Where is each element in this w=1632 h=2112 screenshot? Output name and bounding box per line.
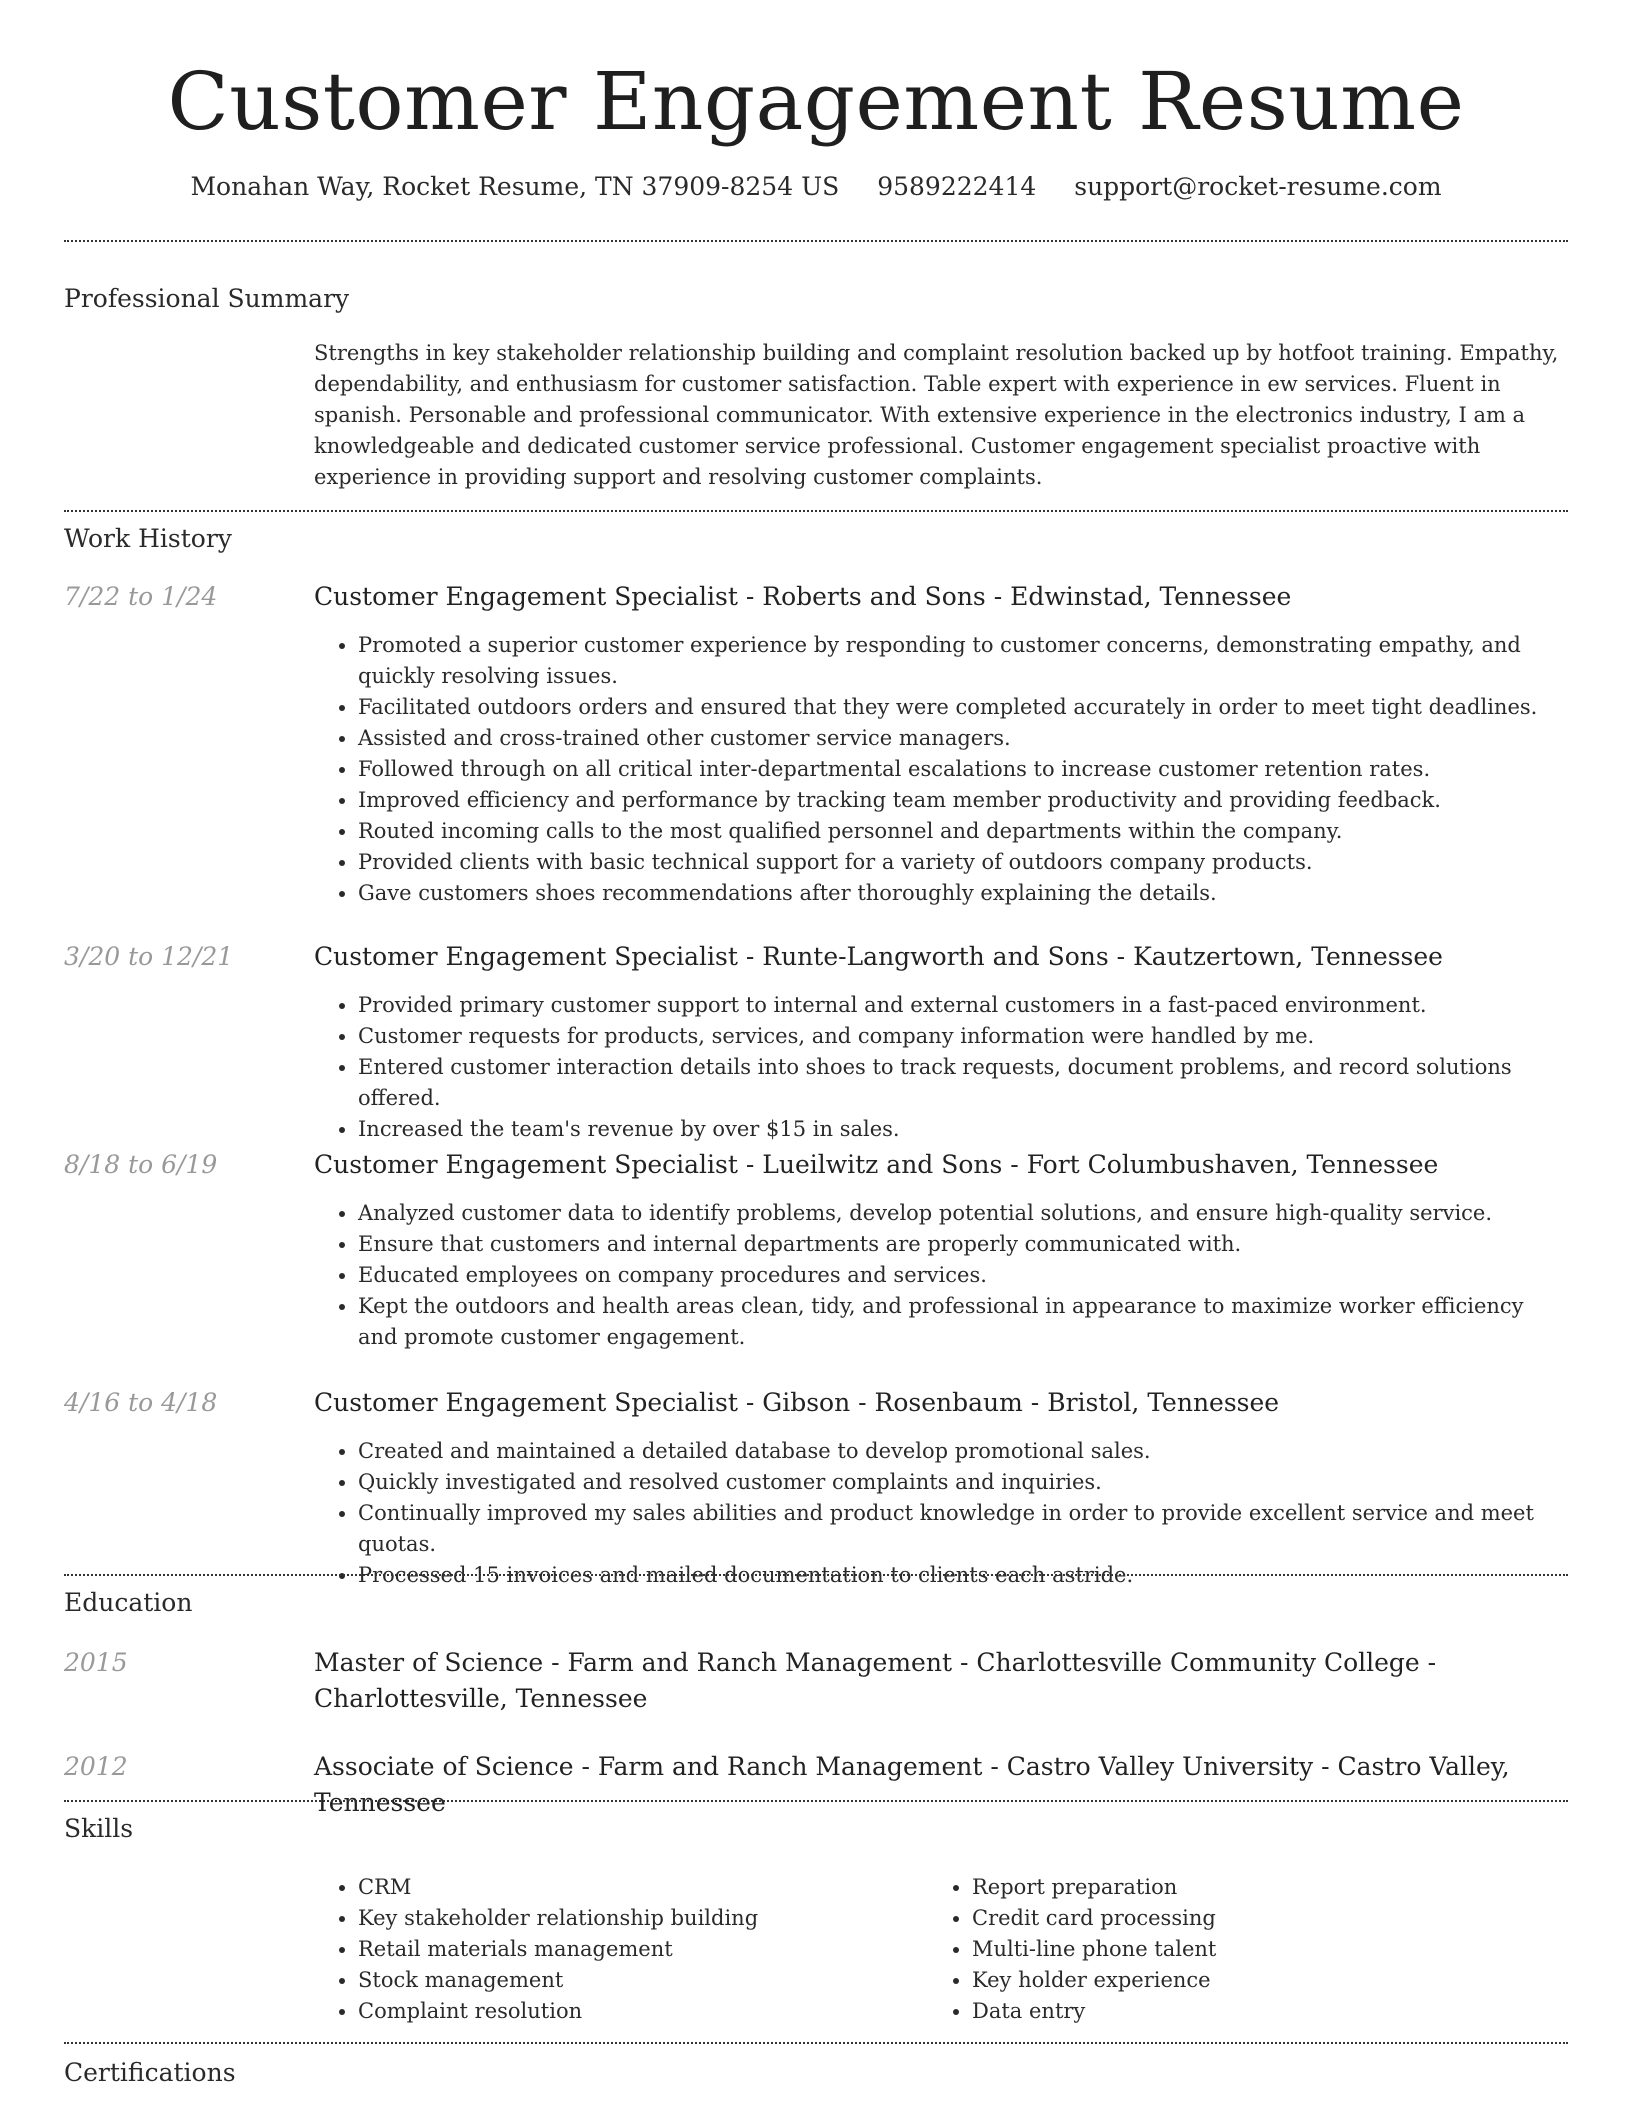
education-entry: Associate of Science - Farm and Ranch Management - Castro Valley University - Castro Valley, Tennessee bbox=[314, 1752, 1510, 1817]
job-dates: 3/20 to 12/21 bbox=[64, 942, 234, 971]
section-divider bbox=[64, 240, 1568, 242]
skill-item: • Key stakeholder relationship building bbox=[358, 1903, 928, 1934]
resume-title: Customer Engagement Resume bbox=[167, 55, 1465, 148]
job-dates: 7/22 to 1/24 bbox=[64, 582, 218, 611]
summary-text: Strengths in key stakeholder relationship building and complaint resolution backed up by hotfoot training. Empathy, dependability, and enthusiasm for customer satisfaction. Table expert with experience in ew services. Fluent in spanish. Personable and professional communicator. With extensive experience in the electronics industry, I am a knowledgeable and dedicated customer service professional. Customer engagement specialist proactive with experience in providing support and resolving customer complaints. bbox=[314, 341, 1559, 489]
section-divider bbox=[64, 1800, 1568, 1802]
job-bullet: • Provided primary customer support to internal and external customers in a fast-paced environment. bbox=[358, 990, 1568, 1021]
job-bullet: • Facilitated outdoors orders and ensured that they were completed accurately in order to meet tight deadlines. bbox=[358, 692, 1568, 723]
job-title: Customer Engagement Specialist - Runte-Langworth and Sons - Kautzertown, Tennessee bbox=[314, 942, 1443, 971]
section-divider bbox=[64, 2042, 1568, 2044]
education-year: 2015 bbox=[64, 1648, 128, 1677]
skills-list-left bbox=[314, 1872, 928, 2027]
job-bullet: • Entered customer interaction details into shoes to track requests, document problems, and record solutions offered. bbox=[358, 1052, 1568, 1114]
address: Monahan Way, Rocket Resume, TN 37909-8254 US bbox=[190, 172, 840, 201]
job-bullet: • Gave customers shoes recommendations after thoroughly explaining the details. bbox=[358, 878, 1568, 909]
job-bullet: • Created and maintained a detailed database to develop promotional sales. bbox=[358, 1436, 1568, 1467]
skill-item: • Multi-line phone talent bbox=[972, 1934, 1568, 1965]
section-title-summary: Professional Summary bbox=[64, 284, 350, 313]
job-dates: 4/16 to 4/18 bbox=[64, 1388, 218, 1417]
skill-item: • Credit card processing bbox=[972, 1903, 1568, 1934]
job-title: Customer Engagement Specialist - Gibson - Rosenbaum - Bristol, Tennessee bbox=[314, 1388, 1280, 1417]
job-bullet: • Processed 15 invoices and mailed documentation to clients each astride. bbox=[358, 1560, 1568, 1591]
skill-item: • Key holder experience bbox=[972, 1965, 1568, 1996]
job-bullet: • Assisted and cross-trained other customer service managers. bbox=[358, 723, 1568, 754]
job-bullet: • Analyzed customer data to identify problems, develop potential solutions, and ensure high-quality service. bbox=[358, 1198, 1568, 1229]
education-year: 2012 bbox=[64, 1752, 128, 1781]
skill-item: • Stock management bbox=[358, 1965, 928, 1996]
section-title-work: Work History bbox=[64, 524, 232, 553]
job-dates: 8/18 to 6/19 bbox=[64, 1150, 218, 1179]
job-title: Customer Engagement Specialist - Roberts and Sons - Edwinstad, Tennessee bbox=[314, 582, 1292, 611]
phone: 9589222414 bbox=[877, 172, 1037, 201]
skill-item: • Complaint resolution bbox=[358, 1996, 928, 2027]
section-title-education: Education bbox=[64, 1588, 193, 1617]
email[interactable]: support@rocket-resume.com bbox=[1074, 172, 1442, 201]
job-bullet: • Quickly investigated and resolved customer complaints and inquiries. bbox=[358, 1467, 1568, 1498]
section-title-skills: Skills bbox=[64, 1814, 134, 1843]
job-bullet: • Educated employees on company procedures and services. bbox=[358, 1260, 1568, 1291]
education-entry: Master of Science - Farm and Ranch Management - Charlottesville Community College - Charlottesville, Tennessee bbox=[314, 1648, 1437, 1713]
job-bullet: • Continually improved my sales abilities and product knowledge in order to provide excellent service and meet quotas. bbox=[358, 1498, 1568, 1560]
job-bullet: • Provided clients with basic technical support for a variety of outdoors company products. bbox=[358, 847, 1568, 878]
job-bullets bbox=[314, 1198, 1568, 1353]
skill-item: • CRM bbox=[358, 1872, 928, 1903]
skill-item: • Retail materials management bbox=[358, 1934, 928, 1965]
job-bullet: • Followed through on all critical inter-departmental escalations to increase customer retention rates. bbox=[358, 754, 1568, 785]
job-bullets bbox=[314, 630, 1568, 909]
job-bullet: • Ensure that customers and internal departments are properly communicated with. bbox=[358, 1229, 1568, 1260]
job-title: Customer Engagement Specialist - Lueilwitz and Sons - Fort Columbushaven, Tennessee bbox=[314, 1150, 1439, 1179]
section-title-certifications: Certifications bbox=[64, 2058, 236, 2087]
contact-line bbox=[0, 170, 1632, 204]
job-bullets bbox=[314, 990, 1568, 1145]
section-divider bbox=[64, 1574, 1568, 1576]
section-divider bbox=[64, 510, 1568, 512]
job-bullet: • Increased the team's revenue by over $15 in sales. bbox=[358, 1114, 1568, 1145]
job-bullet: • Kept the outdoors and health areas clean, tidy, and professional in appearance to maximize worker efficiency and promote customer engagement. bbox=[358, 1291, 1568, 1353]
skill-item: • Report preparation bbox=[972, 1872, 1568, 1903]
job-bullet: • Routed incoming calls to the most qualified personnel and departments within the company. bbox=[358, 816, 1568, 847]
job-bullet: • Improved efficiency and performance by tracking team member productivity and providing feedback. bbox=[358, 785, 1568, 816]
job-bullet: • Customer requests for products, services, and company information were handled by me. bbox=[358, 1021, 1568, 1052]
skill-item: • Data entry bbox=[972, 1996, 1568, 2027]
job-bullet: • Promoted a superior customer experience by responding to customer concerns, demonstrating empathy, and quickly resolving issues. bbox=[358, 630, 1568, 692]
skills-list-right bbox=[928, 1872, 1568, 2027]
job-bullets bbox=[314, 1436, 1568, 1591]
